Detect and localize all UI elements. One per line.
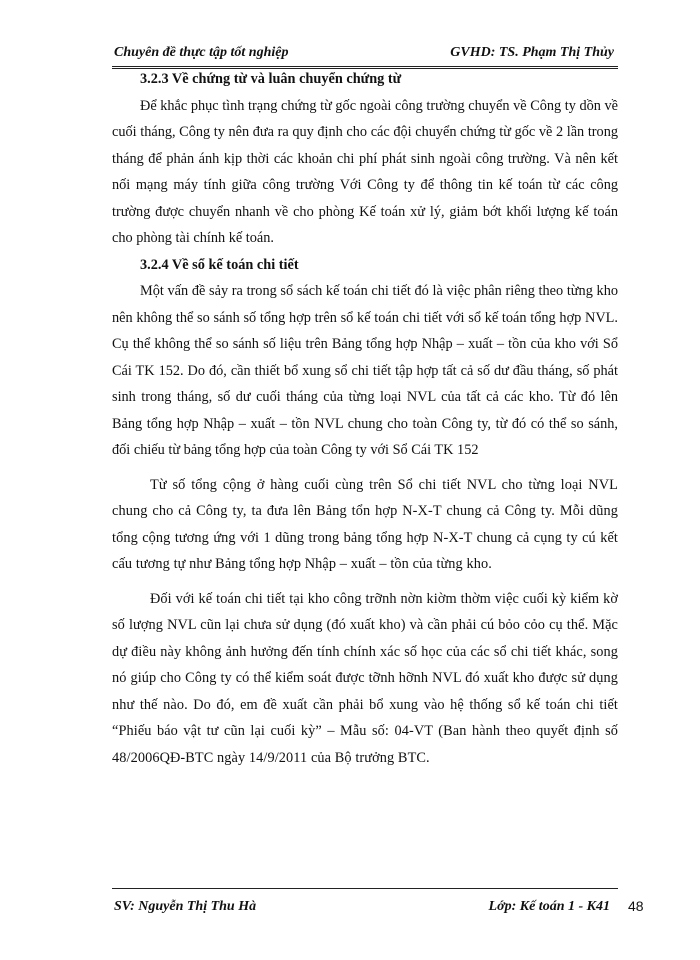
footer-student: SV: Nguyễn Thị Thu Hà [114, 899, 257, 914]
header-supervisor: GVHD: TS. Phạm Thị Thủy [450, 45, 614, 60]
paragraph: Một vấn đề sảy ra trong sổ sách kế toán chi tiết đó là việc phân riêng theo từng kho nên không thể so sánh số tổng hợp trên sổ kế toán chi tiết với sổ kế toán tổng hợp NVL. Cụ thể không thể so sánh số liệu trên Bảng tổng hợp Nhập – xuất – tồn của kho với Sổ Cái TK 152. Do đó, cần thiết bổ xung sổ chi tiết tập hợp tất cả số dư đầu tháng, số phát sinh trong tháng, số dư cuối tháng của từng loại NVL của tất cả các kho. Từ đó lên Bảng tổng hợp Nhập – xuất – tồn NVL chung cho toàn Công ty, từ đó có thể so sánh, đối chiếu từ bảng tổng hợp của toàn Công ty với Sổ Cái TK 152 [112, 283, 618, 458]
paragraph: Để khắc phục tình trạng chứng từ gốc ngoài công trường chuyển về Công ty dồn về cuối tháng, Công ty nên đưa ra quy định cho các đội chuyển chứng từ gốc về 2 lần trong tháng để phản ánh kịp thời các khoản chi phí phát sinh ngoài công trường. Và nên kết nối mạng máy tính giữa công trường Với Công ty để thông tin kế toán từ các công trường được chuyển nhanh về cho phòng Kế toán xử lý, giảm bớt khối lượng kế toán cho phòng tài chính kế toán. [112, 97, 618, 246]
page-footer [112, 888, 618, 914]
footer-class: Lớp: Kế toán 1 - K41 [488, 899, 610, 914]
paragraph: Từ số tổng cộng ở hàng cuối cùng trên Sổ chi tiết NVL cho từng loại NVL chung cho cả Công ty, ta đưa lên Bảng tổn hợp N-X-T chung cả Công ty. Mỗi dũng tổng cộng tương ứng với 1 dũng trong bảng tổng hợp N-X-T chung cả cụng ty cú kết cấu tương tự như Bảng tổng hợp Nhập – xuất – tồn của từng kho. [112, 476, 618, 572]
section-heading-3-2-3: 3.2.3 Về chứng từ và luân chuyển chứng từ [140, 71, 402, 87]
paragraph: Đối với kế toán chi tiết tại kho công trỡnh nờn kiờm thờm việc cuối kỳ kiểm kờ số lượng NVL cũn lại chưa sử dụng (đó xuất kho) và cần phải cú bỏo cỏo cụ thể. Mặc dự điều này không ảnh hưởng đến tính chính xác số học của các sổ chi tiết khác, song nó giúp cho Công ty có thể kiểm soát được tỡnh hỡnh NVL đó xuất kho được sử dụng như thế nào. Do đó, em đề xuất cần phải bổ xung vào hệ thống sổ kế toán chi tiết “Phiếu báo vật tư cũn lại cuối kỳ” – Mẫu số: 04-VT (Ban hành theo quyết định số 48/2006QĐ-BTC ngày 14/9/2011 của Bộ trưởng BTC. [112, 590, 618, 766]
page-number: 48 [628, 898, 644, 914]
page-content [112, 66, 618, 771]
section-heading-3-2-4: 3.2.4 Về sổ kế toán chi tiết [140, 256, 299, 273]
header-title: Chuyên đề thực tập tốt nghiệp [114, 45, 289, 60]
